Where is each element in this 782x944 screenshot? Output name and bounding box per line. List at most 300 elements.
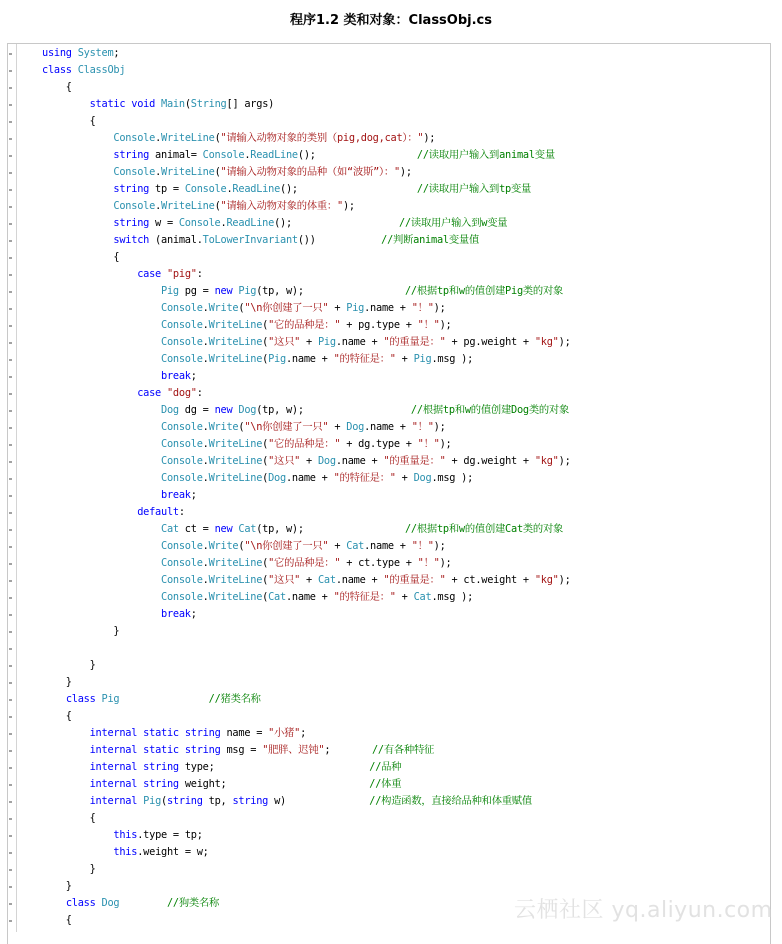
code-token: . xyxy=(202,574,209,586)
code-token: .name + xyxy=(335,336,384,348)
code-token: + ct.type + xyxy=(340,557,418,569)
code-token: string xyxy=(113,217,150,229)
code-token xyxy=(42,540,161,552)
code-token: + dg.type + xyxy=(340,438,418,450)
code-token xyxy=(42,523,161,535)
code-token: + xyxy=(328,421,347,433)
code-token: case xyxy=(137,268,162,280)
code-token: (tp, w); xyxy=(256,404,411,416)
code-token xyxy=(42,608,161,620)
code-token: (); xyxy=(297,149,417,161)
code-token: + xyxy=(328,540,347,552)
code-token: ( xyxy=(262,591,269,603)
code-token: tp = xyxy=(149,183,185,195)
code-token xyxy=(42,829,113,841)
code-token xyxy=(42,846,113,858)
code-token: //读取用户输入到tp变量 xyxy=(416,183,532,195)
code-token: ); xyxy=(342,200,355,212)
code-token: Console xyxy=(161,455,203,467)
code-token xyxy=(42,421,161,433)
code-line xyxy=(42,589,571,606)
code-line xyxy=(42,300,571,317)
code-token: WriteLine xyxy=(208,472,263,484)
code-token: . xyxy=(202,540,209,552)
code-token: + xyxy=(300,336,318,348)
code-token: .msg ); xyxy=(431,353,474,365)
code-token: ( xyxy=(238,540,245,552)
code-token: "\n你创建了一只" xyxy=(244,540,329,552)
code-line xyxy=(42,708,571,725)
code-token: //读取用户输入到animal变量 xyxy=(416,149,555,161)
code-token: dg = xyxy=(178,404,215,416)
code-token xyxy=(42,455,161,467)
code-token: . xyxy=(202,319,209,331)
code-token: Dog xyxy=(413,472,432,484)
code-token: ); xyxy=(439,319,452,331)
code-token: ); xyxy=(558,336,571,348)
code-token: new xyxy=(214,285,233,297)
code-token: default xyxy=(137,506,179,518)
code-token: this xyxy=(113,846,138,858)
code-token: class xyxy=(42,64,72,76)
code-token: .weight = w; xyxy=(137,846,209,858)
code-line xyxy=(42,368,571,385)
code-token: "pig" xyxy=(166,268,197,280)
code-line xyxy=(42,606,571,623)
code-token: + ct.weight + xyxy=(445,574,535,586)
code-token: ( xyxy=(262,455,269,467)
code-token: ; xyxy=(300,727,307,739)
code-token: Console xyxy=(161,421,203,433)
code-token: : xyxy=(196,387,203,399)
code-token xyxy=(42,489,161,501)
code-token: Write xyxy=(208,540,239,552)
code-token xyxy=(42,574,161,586)
page-title: 程序1.2 类和对象：ClassObj.cs xyxy=(290,13,492,28)
code-token: ()) xyxy=(297,234,382,246)
code-token: //根据tp和w的值创建Pig类的对象 xyxy=(404,285,564,297)
code-token: WriteLine xyxy=(161,132,215,144)
code-token: ); xyxy=(558,574,571,586)
code-token xyxy=(42,302,161,314)
watermark: 云栖社区 yq.aliyun.com xyxy=(514,898,773,923)
code-token: internal xyxy=(89,778,138,790)
code-token: .name + xyxy=(335,455,384,467)
code-token: string xyxy=(143,778,179,790)
code-line xyxy=(42,266,571,283)
code-token: //根据tp和w的值创建Dog类的对象 xyxy=(410,404,570,416)
code-token: animal= xyxy=(149,149,203,161)
code-token: w = xyxy=(149,217,179,229)
code-token xyxy=(42,336,161,348)
code-token xyxy=(42,166,113,178)
code-token: void xyxy=(131,98,156,110)
code-token: string xyxy=(166,795,203,807)
code-token: tp, xyxy=(202,795,233,807)
code-token: "的特征是：" xyxy=(333,353,396,365)
gutter-tick-marks xyxy=(9,44,12,932)
code-line xyxy=(42,912,571,929)
code-token: class xyxy=(65,897,96,909)
code-line xyxy=(42,45,571,62)
code-token: . xyxy=(220,217,227,229)
code-token: //体重 xyxy=(369,778,402,790)
code-token: { xyxy=(42,251,120,263)
code-token: . xyxy=(202,438,209,450)
code-line xyxy=(42,793,571,810)
code-token: Pig xyxy=(268,353,286,365)
code-token xyxy=(42,897,66,909)
code-token: WriteLine xyxy=(208,438,263,450)
code-token: "这只" xyxy=(268,574,301,586)
code-line xyxy=(42,130,571,147)
code-token xyxy=(42,98,90,110)
code-token: .name + xyxy=(335,574,384,586)
code-line xyxy=(42,861,571,878)
code-line xyxy=(42,249,571,266)
code-token: { xyxy=(42,710,72,722)
code-line xyxy=(42,538,571,555)
code-token: "它的品种是：" xyxy=(268,438,341,450)
code-token: Pig xyxy=(143,795,162,807)
code-token: Console xyxy=(161,591,203,603)
code-token: WriteLine xyxy=(208,455,263,467)
code-token: WriteLine xyxy=(208,353,263,365)
code-token: //判断animal变量值 xyxy=(381,234,479,246)
code-token: "这只" xyxy=(268,455,301,467)
code-token: : xyxy=(196,268,203,280)
code-line xyxy=(42,113,571,130)
code-line xyxy=(42,351,571,368)
code-token: ToLowerInvariant xyxy=(202,234,298,246)
code-token: Console xyxy=(161,438,203,450)
code-token: . xyxy=(202,591,209,603)
code-token: w) xyxy=(268,795,370,807)
code-token: ( xyxy=(184,98,191,110)
code-line xyxy=(42,725,571,742)
code-token: Console xyxy=(202,149,245,161)
code-token: + pg.type + xyxy=(340,319,418,331)
code-token: Dog xyxy=(317,455,336,467)
code-token: } xyxy=(42,659,96,671)
code-line xyxy=(42,164,571,181)
code-listing xyxy=(42,45,571,929)
code-token xyxy=(42,132,113,144)
code-token: Dog xyxy=(161,404,179,416)
code-token: "！" xyxy=(411,540,434,552)
code-token: Console xyxy=(161,336,203,348)
code-token: Pig xyxy=(413,353,432,365)
code-token: Console xyxy=(184,183,227,195)
code-token: "kg" xyxy=(534,574,559,586)
code-line xyxy=(42,402,571,419)
code-line xyxy=(42,742,571,759)
code-token xyxy=(119,693,208,705)
code-line xyxy=(42,759,571,776)
code-line xyxy=(42,453,571,470)
code-token: "！" xyxy=(417,438,440,450)
code-token: ( xyxy=(214,200,221,212)
code-token: switch xyxy=(113,234,150,246)
code-token: internal xyxy=(89,727,138,739)
code-line xyxy=(42,79,571,96)
code-token: ct = xyxy=(178,523,215,535)
code-token xyxy=(42,319,161,331)
code-token: Cat xyxy=(268,591,286,603)
code-token: ); xyxy=(433,302,446,314)
code-token: WriteLine xyxy=(161,200,215,212)
code-token xyxy=(42,557,161,569)
code-token: ); xyxy=(399,166,412,178)
code-token: internal xyxy=(89,744,138,756)
code-token: "kg" xyxy=(534,455,559,467)
code-line xyxy=(42,895,571,912)
code-token: new xyxy=(214,404,233,416)
code-token: //有各种特征 xyxy=(371,744,435,756)
code-token: "请输入动物对象的体重：" xyxy=(220,200,343,212)
code-token: + pg.weight + xyxy=(445,336,535,348)
code-token: .name + xyxy=(364,421,412,433)
code-token: + xyxy=(300,455,318,467)
code-token: .name + xyxy=(285,353,334,365)
code-token: Pig xyxy=(101,693,120,705)
code-token: new xyxy=(214,523,233,535)
code-token: ( xyxy=(262,336,269,348)
code-line xyxy=(42,623,571,640)
code-token: //根据tp和w的值创建Cat类的对象 xyxy=(404,523,564,535)
code-token: [] args) xyxy=(226,98,275,110)
code-token: Console xyxy=(161,302,203,314)
code-token: "\n你创建了一只" xyxy=(244,302,329,314)
code-token: ); xyxy=(433,421,446,433)
code-token: break xyxy=(161,608,191,620)
code-token: Console xyxy=(161,574,203,586)
code-token: Dog xyxy=(268,472,286,484)
code-token: { xyxy=(42,81,72,93)
code-token: Pig xyxy=(161,285,179,297)
code-line xyxy=(42,657,571,674)
code-line xyxy=(42,691,571,708)
code-token: Dog xyxy=(346,421,365,433)
code-token: Write xyxy=(208,421,239,433)
code-token xyxy=(42,387,137,399)
code-token: "的重量是：" xyxy=(383,455,446,467)
code-token: "它的品种是：" xyxy=(268,557,341,569)
code-token: .name + xyxy=(285,591,334,603)
code-line xyxy=(42,504,571,521)
code-token: + xyxy=(300,574,318,586)
code-token: WriteLine xyxy=(208,336,263,348)
code-token: . xyxy=(226,183,233,195)
code-token xyxy=(42,727,90,739)
code-line xyxy=(42,147,571,164)
code-token: System xyxy=(77,47,114,59)
code-token: "的特征是：" xyxy=(333,472,396,484)
code-token: "这只" xyxy=(268,336,301,348)
code-token: Pig xyxy=(317,336,336,348)
code-line xyxy=(42,827,571,844)
code-token: Cat xyxy=(317,574,336,586)
code-line xyxy=(42,436,571,453)
code-token: break xyxy=(161,370,191,382)
code-token: } xyxy=(42,676,72,688)
code-line xyxy=(42,181,571,198)
code-token: . xyxy=(202,302,209,314)
code-token: "！" xyxy=(411,302,434,314)
code-token: + xyxy=(328,302,347,314)
code-line xyxy=(42,844,571,861)
code-token: ( xyxy=(262,353,269,365)
code-token: "！" xyxy=(417,319,440,331)
code-token: . xyxy=(244,149,251,161)
code-token: //猪类名称 xyxy=(208,693,261,705)
code-token: //构造函数，直接给品种和体重赋值 xyxy=(369,795,532,807)
code-token: .type = tp; xyxy=(137,829,203,841)
code-token: break xyxy=(161,489,191,501)
code-token: ( xyxy=(262,557,269,569)
code-token: ( xyxy=(238,421,245,433)
code-token: . xyxy=(155,166,162,178)
code-token: string xyxy=(184,744,221,756)
code-token: WriteLine xyxy=(161,166,215,178)
code-token: ( xyxy=(262,438,269,450)
code-line xyxy=(42,640,571,657)
code-token: . xyxy=(202,336,209,348)
code-token: case xyxy=(137,387,162,399)
code-token: ( xyxy=(238,302,245,314)
code-token: Dog xyxy=(238,404,257,416)
code-token: Main xyxy=(161,98,185,110)
code-line xyxy=(42,674,571,691)
code-line xyxy=(42,232,571,249)
code-token: WriteLine xyxy=(208,557,263,569)
code-token: Console xyxy=(113,200,156,212)
code-line xyxy=(42,776,571,793)
code-token: type; xyxy=(178,761,370,773)
code-token: this xyxy=(113,829,138,841)
code-token: .msg ); xyxy=(431,591,474,603)
code-token: string xyxy=(232,795,269,807)
code-token: WriteLine xyxy=(208,591,263,603)
code-token: : xyxy=(178,506,185,518)
code-token: + xyxy=(395,353,414,365)
code-token: (); xyxy=(280,183,417,195)
code-line xyxy=(42,487,571,504)
code-line xyxy=(42,878,571,895)
code-line xyxy=(42,470,571,487)
code-token: ( xyxy=(214,166,221,178)
code-token: pg = xyxy=(178,285,215,297)
code-token: + xyxy=(395,472,414,484)
code-token: Console xyxy=(161,472,203,484)
code-token: Console xyxy=(161,540,203,552)
code-line xyxy=(42,215,571,232)
code-token: static xyxy=(143,744,179,756)
code-token: "肥胖、迟钝" xyxy=(262,744,325,756)
code-token: Console xyxy=(161,353,203,365)
code-token xyxy=(42,200,113,212)
code-token: + xyxy=(395,591,414,603)
code-token: "的重量是：" xyxy=(383,336,446,348)
code-token: WriteLine xyxy=(208,574,263,586)
code-token: } xyxy=(42,863,96,875)
code-token: "！" xyxy=(411,421,434,433)
code-token xyxy=(42,370,161,382)
code-token: (tp, w); xyxy=(256,523,405,535)
code-token: "的特征是：" xyxy=(333,591,396,603)
code-token: //品种 xyxy=(369,761,402,773)
code-token: .name + xyxy=(364,302,412,314)
code-token: Console xyxy=(113,132,156,144)
code-line xyxy=(42,419,571,436)
code-token: . xyxy=(202,421,209,433)
code-token: Write xyxy=(208,302,239,314)
code-token: ; xyxy=(190,608,197,620)
code-token: ReadLine xyxy=(232,183,281,195)
code-token xyxy=(42,761,90,773)
code-line xyxy=(42,555,571,572)
code-token: string xyxy=(113,183,150,195)
code-token: internal xyxy=(89,795,138,807)
code-line xyxy=(42,96,571,113)
code-token: . xyxy=(155,200,162,212)
code-token xyxy=(42,795,90,807)
code-token: Cat xyxy=(161,523,179,535)
code-line xyxy=(42,283,571,300)
code-token: (); xyxy=(274,217,400,229)
code-token: .msg ); xyxy=(431,472,474,484)
code-token: (tp, w); xyxy=(256,285,405,297)
code-token xyxy=(119,897,167,909)
code-token: . xyxy=(202,472,209,484)
code-token: Pig xyxy=(346,302,365,314)
code-line xyxy=(42,334,571,351)
code-token: using xyxy=(42,47,72,59)
code-token: "\n你创建了一只" xyxy=(244,421,329,433)
code-token: class xyxy=(65,693,96,705)
code-token: "小猪" xyxy=(268,727,301,739)
code-token: Console xyxy=(113,166,156,178)
code-token: Cat xyxy=(238,523,257,535)
code-token: Cat xyxy=(413,591,432,603)
code-token: Pig xyxy=(238,285,257,297)
code-token: ( xyxy=(262,574,269,586)
code-token xyxy=(42,183,113,195)
code-token: string xyxy=(143,761,179,773)
code-token xyxy=(42,217,113,229)
code-token: name = xyxy=(220,727,269,739)
code-token: .name + xyxy=(285,472,334,484)
code-token: internal xyxy=(89,761,138,773)
code-token: ( xyxy=(161,795,167,807)
gutter-line xyxy=(16,44,17,932)
code-token: weight; xyxy=(178,778,370,790)
code-token: { xyxy=(42,812,96,824)
code-token xyxy=(42,285,161,297)
code-token: ); xyxy=(423,132,436,144)
code-token: string xyxy=(113,149,150,161)
code-token: //狗类名称 xyxy=(166,897,220,909)
code-token xyxy=(42,778,90,790)
code-token: string xyxy=(184,727,221,739)
code-token xyxy=(42,438,161,450)
code-line xyxy=(42,385,571,402)
code-line xyxy=(42,810,571,827)
code-token xyxy=(42,693,66,705)
code-token: ; xyxy=(324,744,372,756)
code-token: } xyxy=(42,880,72,892)
code-token: ClassObj xyxy=(77,64,126,76)
